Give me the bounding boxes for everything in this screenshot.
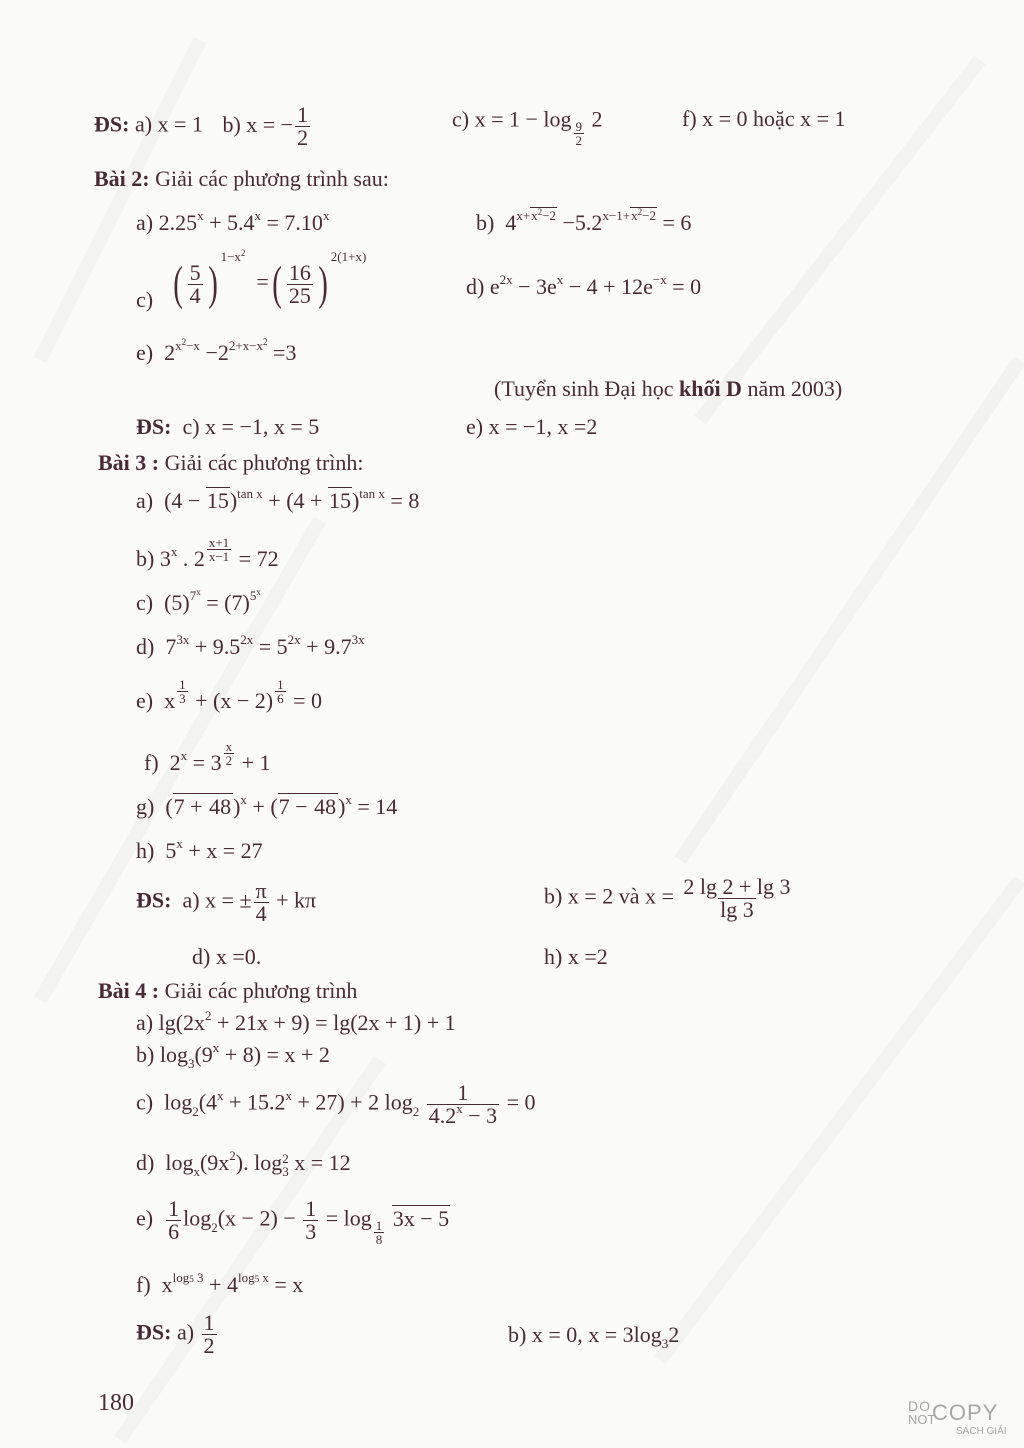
equation-3b: b) 3$^x$ . 2 $^{\frac{x+1}{x-1}}$ = 72 [136,534,279,571]
answer-3d: d) x =0. [192,944,262,969]
equation-3g: g) $(7 + 48)^x + (7 - 48)^x = 14$ [136,792,398,819]
equation-3c: c) $(5)^{7^x} = (7)^{5^x}$ [136,587,261,615]
answer-a: a) x = 1 [134,111,203,137]
equation-3h: h) $5^x + x = 27$ [136,836,263,863]
exercise-title-bai2: Bài 2: Giải các phương trình sau: [94,166,389,191]
equation-3a: a) $(4 - 15)^{tan x} + (4 + 15)^{tan x} = 8$ [136,486,420,513]
page-number: 180 [98,1390,134,1416]
equation-3d: d) $7^{3x} + 9.5^{2x} = 5^{2x} + 9.7^{3x}$ [136,632,365,659]
do-not-copy-logo: DO NOT COPY SÁCH GIẢI [908,1398,1007,1437]
equation-4e: e) $\frac{1}{6}$ $\log_2(x - 2)$ − $\frac{1}{3}$ = log $\frac{1}{8}$ 3x − 5 [136,1196,450,1247]
equation-4d: d) $\log_x(9x^2)$. log 2 3 x = 12 [136,1148,351,1180]
answer-3b: b) x = 2 và x = $\frac{2 \lg 2 + \lg 3}{\lg 3}$ [544,874,791,922]
equation-2d: d) $e^{2x} - 3e^x - 4 + 12e^{-x} = 0$ [466,272,702,299]
answer-f: f) x = 0 hoặc x = 1 [682,106,846,131]
source-note: (Tuyển sinh Đại học khối D năm 2003) [494,376,843,401]
answer-2e: e) x = −1, x =2 [466,414,598,439]
exercise-title-bai4: Bài 4 : Giải các phương trình [98,978,358,1003]
equation-2b: b) $4^{x+x^2-2} -5.2^{x-1+x^2-2} = 6$ [476,207,692,235]
answer-c: c) x = 1 − log $\frac{9}{2}$ 2 [452,106,603,148]
equation-3e: e) x $^{\frac{1}{3}}$ + (x − 2) $^{\frac{1}{6}}$ = 0 [136,676,322,713]
fraction: $\frac{1}{2}$ [297,102,309,150]
answer-b: b) x = − $\frac{1}{2}$ [222,102,309,150]
equation-2c: c) ( $\frac{5}{4}$ )$^{1-x^2}$ =( $\frac{16}{25}$ )$^{2(1+x)}$ [136,248,367,313]
equation-4a: a) $\lg(2x^2 + 21x + 9) = \lg(2x + 1) + 1$ [136,1008,456,1035]
exercise-title-bai3: Bài 3 : Giải các phương trình: [98,450,364,475]
answer-4b: b) x = 0, $x = 3\log_32$ [508,1322,680,1351]
answer-line-bai3: ĐS: a) x = ± $\frac{\pi}{4}$ + kπ [136,878,317,926]
answer-line-bai2: ĐS: c) x = −1, x = 5 [136,414,320,439]
equation-4f: f) $x^{log5 3} + 4^{log5 x} = x$ [136,1270,304,1297]
equation-4c: c) $\log_2(4^x + 15.2^x + 27) + 2$ $\log_2$ $\frac{1}{4.2^x - 3}$ = 0 [136,1080,536,1128]
answer-label: ĐS: [94,111,130,137]
equation-2e: e) $2^{x^2-x} -2^{2+x-x^2} =3$ [136,337,297,365]
answer-line-bai1 [94,104,312,149]
equation-3f: f) $2^x = 3$ $^{\frac{x}{2}}$ + 1 [144,738,271,775]
answer-3h: h) x =2 [544,944,608,969]
equation-4b: b) $\log_3(9^x + 8) = x + 2$ [136,1040,330,1071]
answer-line-bai4: ĐS: a) $\frac{1}{2}$ [136,1310,215,1358]
equation-2a: a) $2.25^x + 5.4^x = 7.10^x$ [136,208,330,235]
